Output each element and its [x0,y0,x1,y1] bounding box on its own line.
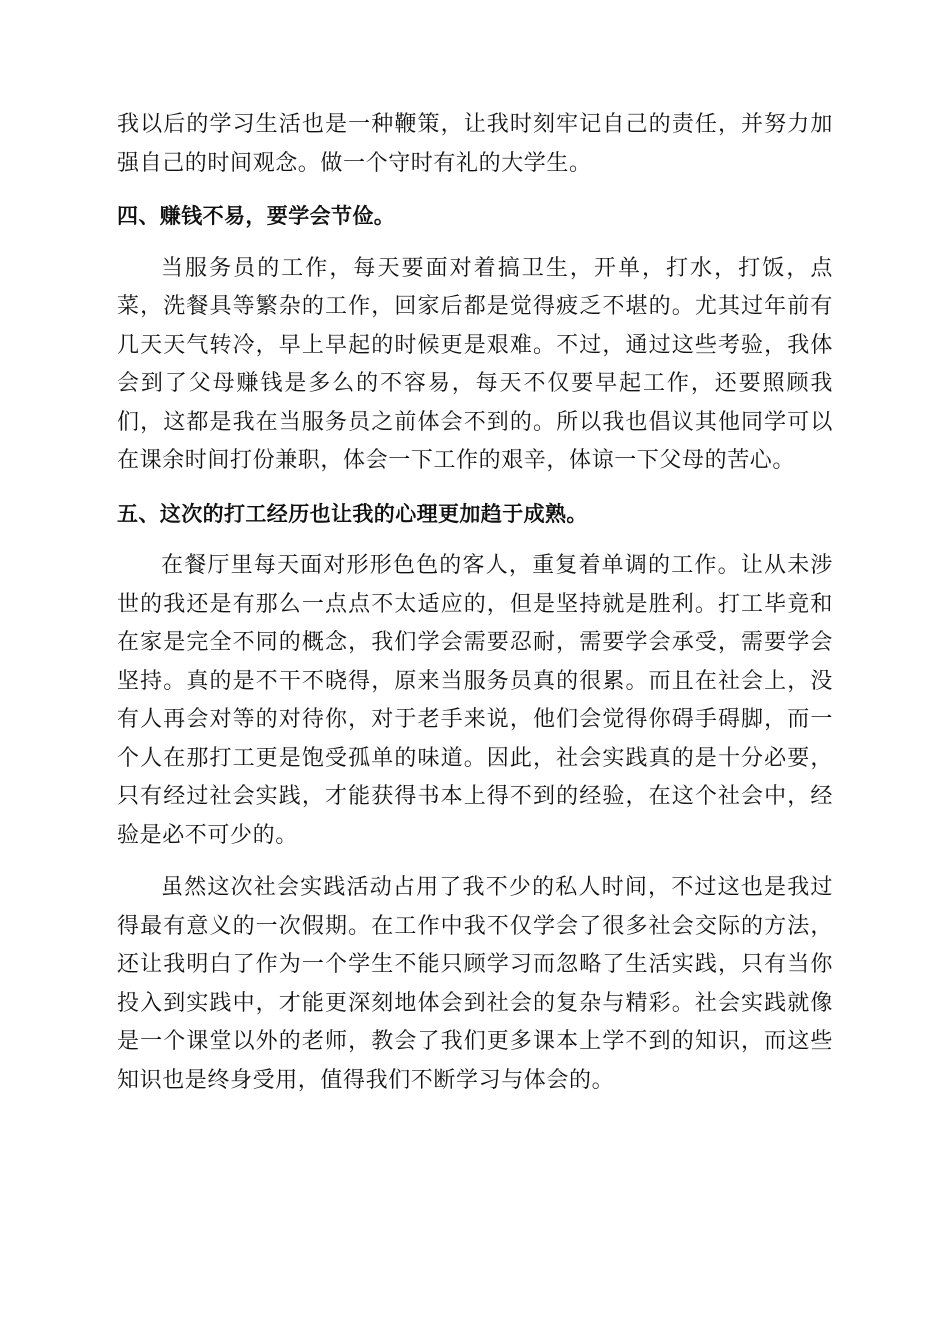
section-five-paragraph: 在餐厅里每天面对形形色色的客人，重复着单调的工作。让从未涉世的我还是有那么一点点不太适应的，但是坚持就是胜利。打工毕竟和在家是完全不同的概念，我们学会需要忍耐，需要学会承受，需要学会坚持。真的是不干不晓得，原来当服务员真的很累。而且在社会上，没有人再会对等的对待你，对于老手来说，他们会觉得你碍手碍脚，而一个人在那打工更是饱受孤单的味道。因此，社会实践真的是十分必要，只有经过社会实践，才能获得书本上得不到的经验，在这个社会中，经验是必不可少的。 [117,553,833,848]
conclusion-paragraph: 虽然这次社会实践活动占用了我不少的私人时间，不过这也是我过得最有意义的一次假期。在工作中我不仅学会了很多社会交际的方法，还让我明白了作为一个学生不能只顾学习而忽略了生活实践，只有当你投入到实践中，才能更深刻地体会到社会的复杂与精彩。社会实践就像是一个课堂以外的老师，教会了我们更多课本上学不到的知识，而这些知识也是终身受用，值得我们不断学习与体会的。 [117,875,833,1093]
section-four-heading: 四、赚钱不易，要学会节俭。 [117,204,396,228]
document-body [117,106,833,1100]
intro-paragraph: 我以后的学习生活也是一种鞭策，让我时刻牢记自己的责任，并努力加强自己的时间观念。做一个守时有礼的大学生。 [117,112,833,176]
section-four-paragraph: 当服务员的工作，每天要面对着搞卫生，开单，打水，打饭，点菜，洗餐具等繁杂的工作，回家后都是觉得疲乏不堪的。尤其过年前有几天天气转冷，早上早起的时候更是艰难。不过，通过这些考验，我体会到了父母赚钱是多么的不容易，每天不仅要早起工作，还要照顾我们，这都是我在当服务员之前体会不到的。所以我也倡议其他同学可以在课余时间打份兼职，体会一下工作的艰辛，体谅一下父母的苦心。 [117,255,833,473]
section-five-heading: 五、这次的打工经历也让我的心理更加趋于成熟。 [117,501,588,526]
